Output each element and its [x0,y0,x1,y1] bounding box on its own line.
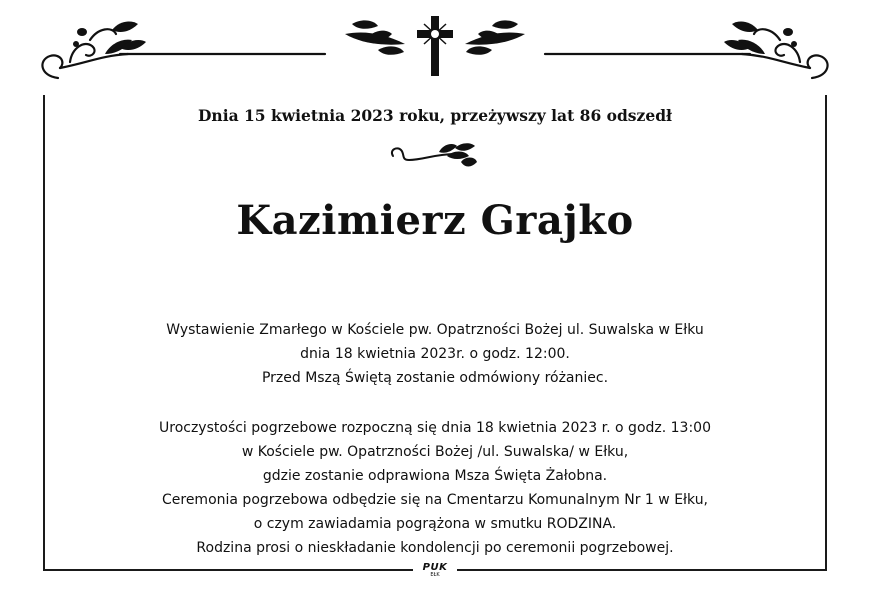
frame-bottom-border-left [43,569,413,571]
floral-flourish-icon-left [42,22,325,78]
leaf-swirl-icon [385,140,485,174]
funeral-line-1: Uroczystości pogrzebowe rozpoczną się dnia 18 kwietnia 2023 r. o godz. 13:00 [159,420,711,436]
viewing-line-1: Wystawienie Zmarłego w Kościele pw. Opatrzności Bożej ul. Suwalska w Ełku [166,322,704,338]
funeral-line-4: Ceremonia pogrzebowa odbędzie się na Cmentarzu Komunalnym Nr 1 w Ełku, [161,492,709,508]
logo-sub-text: EŁK [430,572,440,578]
funeral-line-3: gdzie zostanie odprawiona Msza Święta Żałobna. [262,468,608,484]
viewing-line-3: Przed Mszą Świętą zostanie odmówiony różaniec. [261,370,609,386]
death-notice-intro: Dnia 15 kwietnia 2023 roku, przeżywszy lat 86 odszedł [197,106,672,125]
frame-bottom-border-right [457,569,827,571]
deceased-name: Kazimierz Grajko [236,197,634,244]
floral-flourish-icon-right [545,22,828,78]
funeral-info [0,416,870,560]
funeral-home-logo [415,563,455,579]
cross-with-laurel-icon [345,16,525,76]
top-ornament [0,0,870,100]
funeral-line-5: o czym zawiadamia pogrążona w smutku RODZINA. [253,516,617,532]
logo-main-text: PUK [422,562,448,573]
viewing-line-2: dnia 18 kwietnia 2023r. o godz. 12:00. [300,346,570,362]
funeral-line-2: w Kościele pw. Opatrzności Bożej /ul. Suwalska/ w Ełku, [241,444,629,460]
viewing-info [0,318,870,390]
funeral-line-6: Rodzina prosi o nieskładanie kondolencji po ceremonii pogrzebowej. [196,540,674,556]
